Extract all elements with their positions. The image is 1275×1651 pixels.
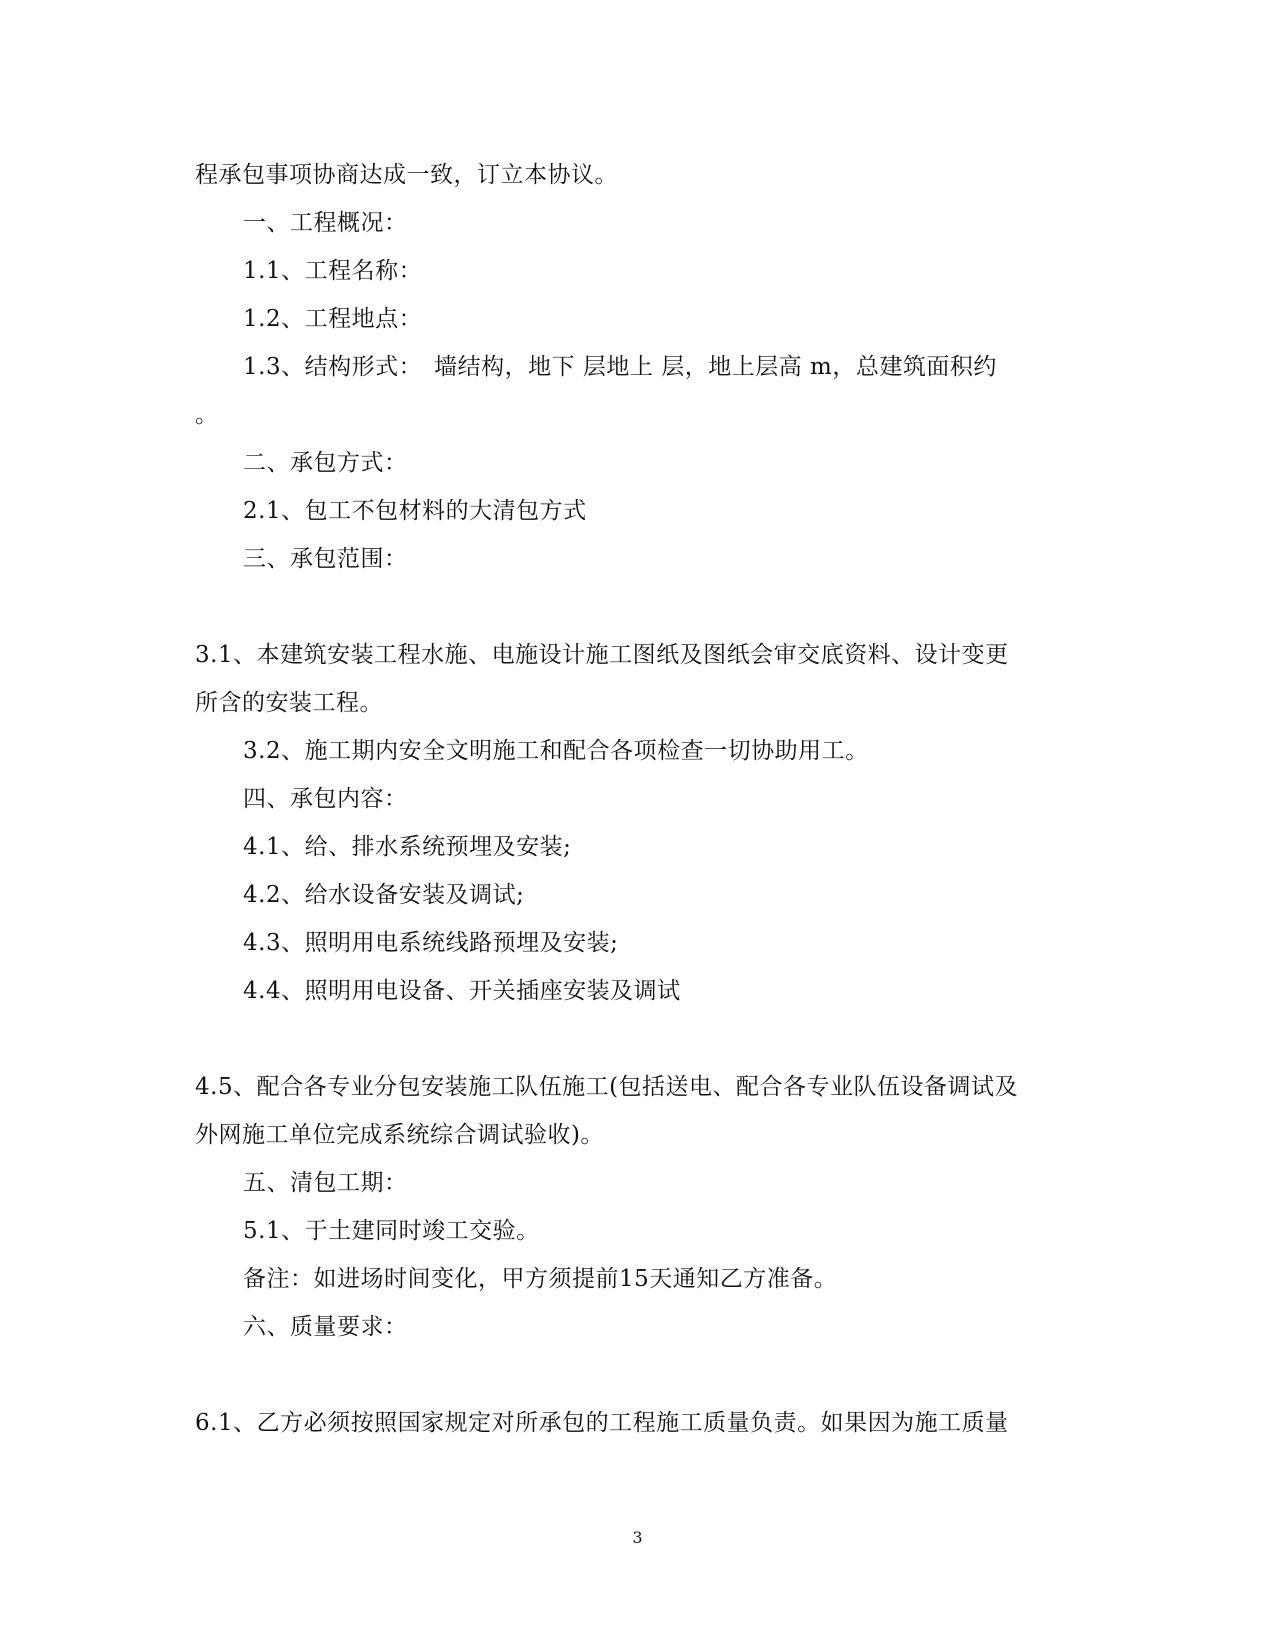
- text-line: 6.1、乙方必须按照国家规定对所承包的工程施工质量负责。如果因为施工质量: [195, 1410, 1009, 1436]
- text-line: 4.1、给、排水系统预埋及安装;: [243, 834, 572, 860]
- text-line: 4.2、给水设备安装及调试;: [243, 882, 525, 908]
- text-line: 所含的安装工程。: [195, 690, 383, 716]
- text-line: 5.1、于土建同时竣工交验。: [243, 1218, 540, 1244]
- section-heading: 五、清包工期：: [243, 1170, 408, 1196]
- text-line: 1.3、结构形式： 墙结构，地下 层地上 层，地上层高 m，总建筑面积约: [243, 354, 997, 380]
- text-line: 外网施工单位完成系统综合调试验收)。: [195, 1122, 604, 1148]
- text-line: 3.2、施工期内安全文明施工和配合各项检查一切协助用工。: [243, 738, 869, 764]
- page-number: 3: [632, 1528, 643, 1547]
- section-heading: 二、承包方式：: [243, 450, 408, 476]
- text-line: 。: [195, 402, 219, 428]
- section-heading: 四、承包内容：: [243, 786, 408, 812]
- text-line: 程承包事项协商达成一致，订立本协议。: [195, 162, 618, 188]
- text-line: 2.1、包工不包材料的大清包方式: [243, 498, 587, 524]
- text-line: 4.3、照明用电系统线路预埋及安装;: [243, 930, 619, 956]
- text-line: 4.5、配合各专业分包安装施工队伍施工(包括送电、配合各专业队伍设备调试及: [195, 1074, 1019, 1100]
- text-line: 1.1、工程名称：: [243, 258, 423, 284]
- section-heading: 一、工程概况：: [243, 210, 408, 236]
- text-line: 4.4、照明用电设备、开关插座安装及调试: [243, 978, 681, 1004]
- section-heading: 三、承包范围：: [243, 546, 408, 572]
- text-line: 3.1、本建筑安装工程水施、电施设计施工图纸及图纸会审交底资料、设计变更: [195, 642, 1009, 668]
- text-line: 1.2、工程地点：: [243, 306, 423, 332]
- section-heading: 六、质量要求：: [243, 1314, 408, 1340]
- note-line: 备注：如进场时间变化，甲方须提前15天通知乙方准备。: [243, 1266, 838, 1292]
